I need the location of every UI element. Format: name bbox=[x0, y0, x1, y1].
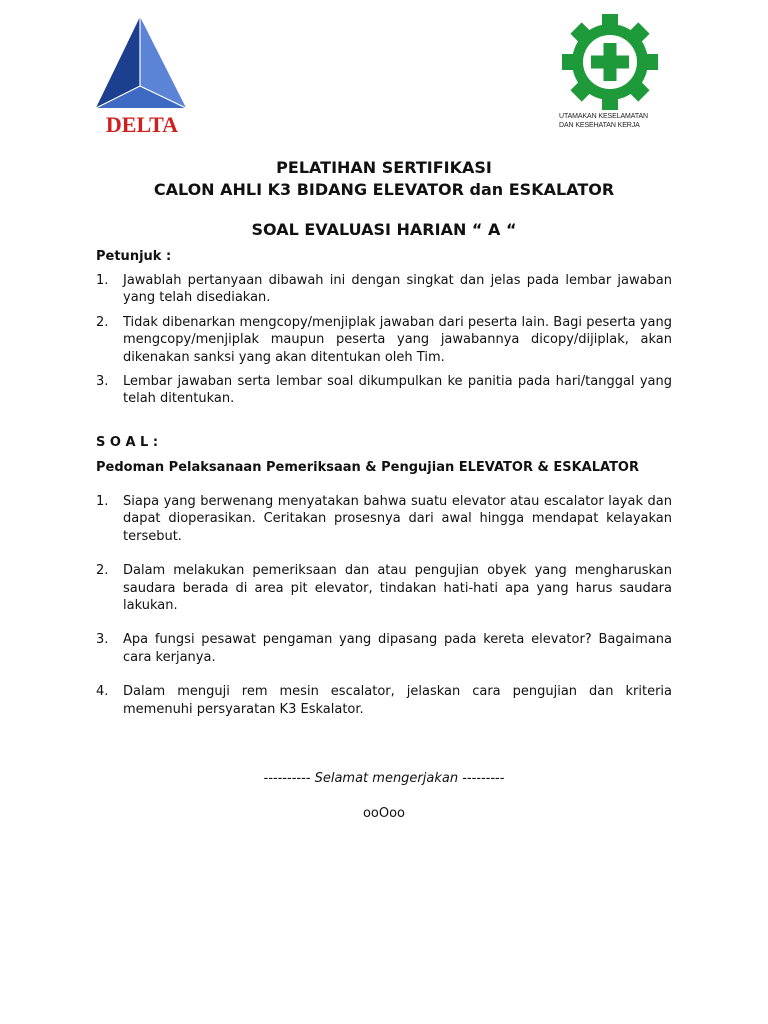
item-number: 2. bbox=[96, 563, 109, 579]
document-title-line2: CALON AHLI K3 BIDANG ELEVATOR dan ESKALATOR bbox=[153, 180, 615, 199]
document-subtitle: SOAL EVALUASI HARIAN “ A “ bbox=[251, 220, 517, 239]
item-text: Dalam menguji rem mesin escalator, jelaskan cara pengujian dan kriteria memenuhi persyaratan K3 Eskalator. bbox=[123, 684, 672, 717]
delta-logo bbox=[94, 14, 194, 136]
item-number: 1. bbox=[96, 273, 109, 288]
soal-label: S O A L : bbox=[96, 435, 159, 450]
k3-caption-line2: DAN KESEHATAN KERJA bbox=[559, 122, 640, 129]
petunjuk-list bbox=[96, 272, 672, 408]
delta-wordmark: DELTA bbox=[105, 112, 179, 136]
list-item bbox=[96, 314, 672, 366]
item-text: Dalam melakukan pemeriksaan dan atau pengujian obyek yang mengharuskan saudara berada di area pit elevator, tindakan hati-hati apa yang harus saudara lakukan. bbox=[123, 563, 672, 614]
item-number: 1. bbox=[96, 494, 109, 509]
item-text: Tidak dibenarkan mengcopy/menjiplak jawaban dari peserta lain. Bagi peserta yang mengcopy/menjiplak maupun peserta yang jawabannya dicopy/dijiplak, akan dikenakan sanksi yang akan ditentukan oleh Tim. bbox=[123, 314, 672, 365]
soal-subtitle: Pedoman Pelaksanaan Pemeriksaan & Pengujian ELEVATOR & ESKALATOR bbox=[96, 460, 639, 475]
item-text: Apa fungsi pesawat pengaman yang dipasang pada kereta elevator? Bagaimana cara kerjanya. bbox=[123, 632, 672, 665]
green-cross-gear-icon bbox=[559, 12, 663, 112]
item-number: 3. bbox=[96, 632, 109, 648]
list-item bbox=[96, 683, 672, 718]
item-number: 2. bbox=[96, 314, 109, 330]
list-item bbox=[96, 272, 672, 307]
closing-line: ---------- Selamat mengerjakan --------- bbox=[263, 771, 505, 786]
list-item bbox=[96, 373, 672, 408]
list-item bbox=[96, 493, 672, 545]
item-text: Jawablah pertanyaan dibawah ini dengan singkat dan jelas pada lembar jawaban yang telah disediakan. bbox=[123, 273, 672, 306]
item-text: Siapa yang berwenang menyatakan bahwa suatu elevator atau escalator layak dan dapat dioperasikan. Ceritakan prosesnya dari awal hingga mendapat kelayakan tersebut. bbox=[123, 494, 672, 544]
list-item bbox=[96, 562, 672, 614]
petunjuk-label: Petunjuk : bbox=[96, 249, 172, 264]
list-item bbox=[96, 631, 672, 666]
document-title-line1: PELATIHAN SERTIFIKASI bbox=[276, 158, 492, 177]
item-number: 3. bbox=[96, 374, 109, 390]
soal-list bbox=[96, 493, 672, 718]
item-text: Lembar jawaban serta lembar soal dikumpulkan ke panitia pada hari/tanggal yang telah ditentukan. bbox=[123, 374, 672, 407]
end-mark: ooOoo bbox=[362, 806, 406, 821]
item-number: 4. bbox=[96, 684, 109, 700]
k3-caption-line1: UTAMAKAN KESELAMATAN bbox=[559, 113, 649, 120]
